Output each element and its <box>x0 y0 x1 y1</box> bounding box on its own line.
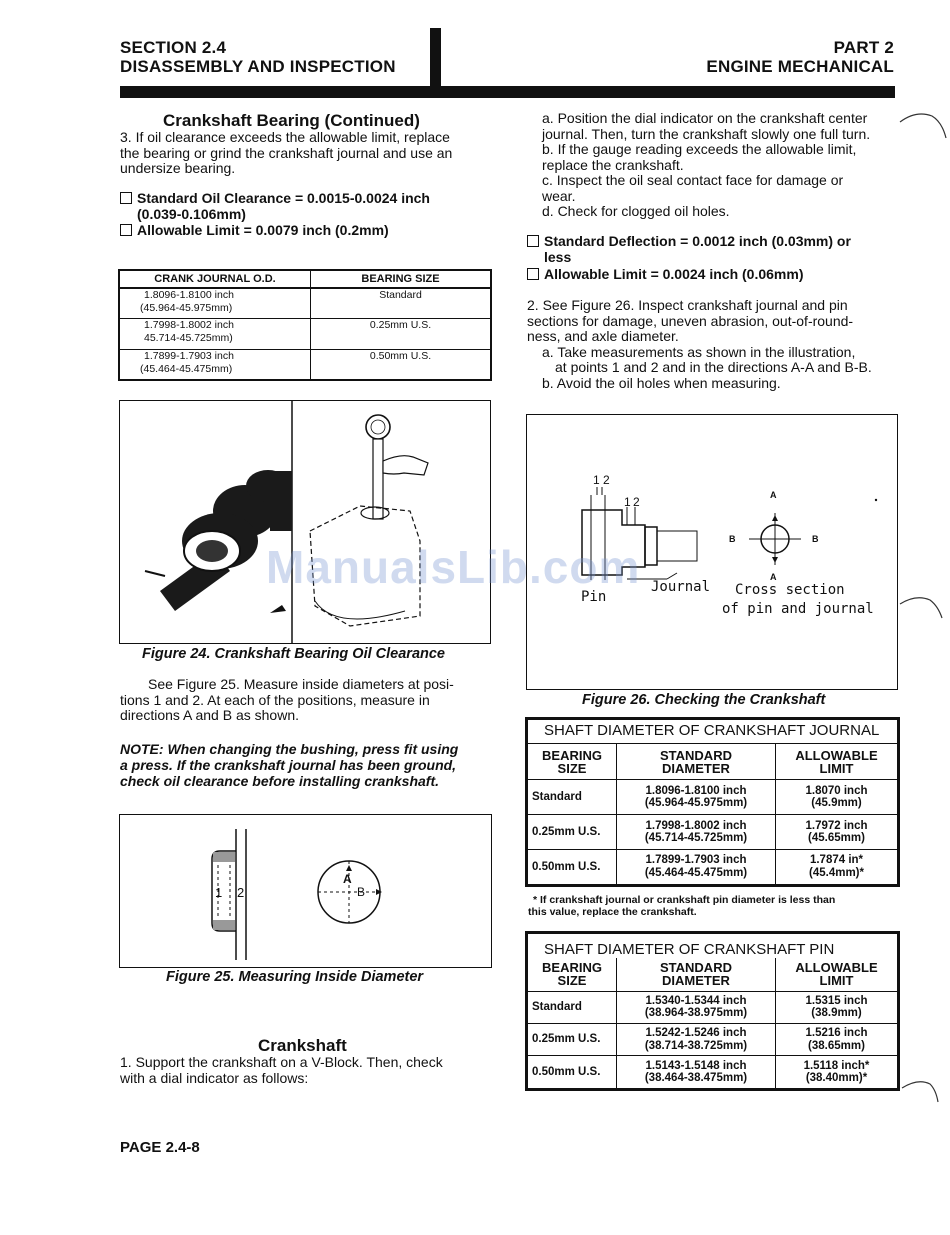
step2-paragraph <box>527 298 897 391</box>
allowable-deflection-text: Allowable Limit = 0.0024 inch (0.06mm) <box>544 266 804 282</box>
figure-24-caption: Figure 24. Crankshaft Bearing Oil Clearance <box>142 646 445 662</box>
text-line: c. Inspect the oil seal contact face for damage or <box>542 172 844 188</box>
page-number: PAGE 2.4-8 <box>120 1139 200 1156</box>
text-line: See Figure 25. Measure inside diameters at posi- <box>148 676 454 692</box>
column-header <box>776 958 899 991</box>
checkbox-icon <box>527 235 539 247</box>
cell-text: (38.9mm) <box>811 1007 862 1020</box>
crankshaft-photo-illustration <box>120 401 490 643</box>
text-line: replace the crankshaft. <box>542 156 684 173</box>
table-header-row <box>527 958 899 991</box>
cell-text: 1.7874 in* <box>809 854 864 867</box>
header-text: BEARING <box>542 747 602 763</box>
table-title: SHAFT DIAMETER OF CRANKSHAFT JOURNAL <box>527 719 899 744</box>
cell-text: 1.7998-1.8002 inch <box>645 819 747 832</box>
part-title <box>706 38 894 76</box>
text-line: d. Check for clogged oil holes. <box>542 203 730 219</box>
header-text: BEARING <box>542 960 602 976</box>
section-name: DISASSEMBLY AND INSPECTION <box>120 57 396 76</box>
table-cell <box>776 815 899 850</box>
header-text: LIMIT <box>819 973 854 989</box>
point-1-label: 1 <box>624 495 631 509</box>
cell-text: (45.9mm) <box>811 797 862 810</box>
standard-deflection-item <box>527 233 851 265</box>
text-line: a press. If the crankshaft journal has been ground, <box>120 757 457 773</box>
table-row <box>119 319 491 349</box>
text-line: ness, and axle diameter. <box>527 328 679 344</box>
position-1-label: 1 <box>215 885 223 900</box>
column-header <box>617 744 776 780</box>
standard-clearance-mm: (0.039-0.106mm) <box>137 206 246 222</box>
cell-text: (38.40mm)* <box>805 1072 868 1085</box>
table-cell <box>119 288 311 319</box>
watermark: ManualsLib.com <box>266 541 641 593</box>
table-row <box>119 349 491 380</box>
table-footnote <box>528 894 835 918</box>
table-cell: 0.50mm U.S. <box>527 1056 617 1090</box>
text-line: check oil clearance before installing crankshaft. <box>120 773 440 789</box>
cell-text: 1.5242-1.5246 inch <box>645 1027 747 1040</box>
text-line: 1. Support the crankshaft on a V-Block. Then, check <box>120 1054 443 1070</box>
cell-text: 1.5340-1.5344 inch <box>645 994 747 1007</box>
table-title-row <box>527 933 899 958</box>
text-line: b. If the gauge reading exceeds the allowable limit, <box>542 141 857 157</box>
text-line: directions A and B as shown. <box>120 707 299 723</box>
standard-clearance-item <box>120 190 430 222</box>
text-line: at points 1 and 2 and in the directions A-A and B-B. <box>555 359 872 375</box>
journal-diameter-table <box>525 717 900 887</box>
column-header <box>617 958 776 991</box>
text-line: this value, replace the crankshaft. <box>528 906 697 918</box>
figure-25-diagram <box>119 814 492 968</box>
od-mm: (45.464-45.475mm) <box>140 362 233 375</box>
cell-text: 1.8096-1.8100 inch <box>645 784 747 797</box>
cell-text: (38.464-38.475mm) <box>644 1072 748 1085</box>
cell-text: (38.65mm) <box>808 1039 865 1052</box>
text-line: the bearing or grind the crankshaft journal and use an <box>120 144 453 161</box>
table-cell <box>617 849 776 885</box>
allowable-limit-text: Allowable Limit = 0.0079 inch (0.2mm) <box>137 222 389 238</box>
inside-diameter-drawing <box>120 815 491 967</box>
table-row <box>527 991 899 1023</box>
checkbox-icon <box>527 268 539 280</box>
column-header: CRANK JOURNAL O.D. <box>119 270 311 288</box>
table-cell: 0.25mm U.S. <box>527 815 617 850</box>
figure-24-photo <box>119 400 491 644</box>
table-cell <box>776 849 899 885</box>
table-cell: Standard <box>527 991 617 1023</box>
position-2-label: 2 <box>237 885 245 900</box>
table-cell: Standard <box>527 780 617 815</box>
part-number: PART 2 <box>833 38 894 57</box>
text-line: * If crankshaft journal or crankshaft pin diameter is less than <box>533 894 836 906</box>
cell-text: (45.464-45.475mm) <box>644 866 748 879</box>
column-header <box>776 744 899 780</box>
cell-text: 1.7972 inch <box>805 819 868 832</box>
standard-deflection-cont: less <box>544 249 572 265</box>
cell-text: 1.5315 inch <box>805 994 868 1007</box>
table-title: SHAFT DIAMETER OF CRANKSHAFT PIN <box>527 933 899 958</box>
text-line: undersize bearing. <box>120 160 236 176</box>
crankshaft-step1 <box>120 1055 492 1086</box>
table-cell: 0.25mm U.S. <box>311 319 492 349</box>
table-cell <box>617 780 776 815</box>
direction-b-label: B <box>357 885 366 899</box>
column-header <box>527 744 617 780</box>
header-text: SIZE <box>557 973 587 989</box>
od-mm: 45.714-45.725mm) <box>144 332 233 345</box>
header-text: SIZE <box>557 760 587 776</box>
section-title <box>120 38 396 76</box>
header-text: DIAMETER <box>662 760 730 776</box>
od-inch: 1.7998-1.8002 inch <box>144 319 234 332</box>
checkbox-icon <box>120 192 132 204</box>
cell-text: 1.5143-1.5148 inch <box>645 1059 747 1072</box>
text-line: with a dial indicator as follows: <box>120 1069 309 1086</box>
table-row <box>527 1023 899 1055</box>
pin-journal-label: of pin and journal <box>722 601 874 617</box>
text-line: a. Position the dial indicator on the crankshaft center <box>542 110 868 126</box>
cell-text: (45.964-45.975mm) <box>644 797 748 810</box>
table-cell <box>617 1023 776 1055</box>
direction-b-left: B <box>729 534 736 544</box>
header-text: ALLOWABLE <box>795 747 878 763</box>
od-inch: 1.7899-1.7903 inch <box>144 349 234 362</box>
allowable-limit-item <box>120 222 389 238</box>
step3-paragraph <box>120 130 492 177</box>
part-name: ENGINE MECHANICAL <box>706 57 894 76</box>
text-line: NOTE: When changing the bushing, press fit using <box>120 741 459 757</box>
od-mm: (45.964-45.975mm) <box>140 301 233 314</box>
point-12-label: 1 2 <box>593 473 610 487</box>
standard-deflection-text: Standard Deflection = 0.0012 inch (0.03mm) or <box>544 233 851 249</box>
allowable-deflection-item <box>527 266 803 282</box>
table-row <box>527 815 899 850</box>
column-header <box>527 958 617 991</box>
header-text: DIAMETER <box>662 973 730 989</box>
text-line: wear. <box>542 187 576 204</box>
cell-text: 1.7899-1.7903 inch <box>645 854 747 867</box>
table-cell: Standard <box>311 288 492 319</box>
margin-mark-top <box>898 108 950 148</box>
table-cell <box>776 991 899 1023</box>
table-cell <box>119 349 311 380</box>
bearing-heading: Crankshaft Bearing (Continued) <box>163 111 420 130</box>
dial-steps <box>542 111 902 220</box>
cell-text: (38.964-38.975mm) <box>644 1007 748 1020</box>
table-cell: 0.50mm U.S. <box>527 849 617 885</box>
table-cell <box>776 780 899 815</box>
table-title-row <box>527 719 899 744</box>
header-bar <box>120 86 895 98</box>
od-inch: 1.8096-1.8100 inch <box>144 288 234 301</box>
see-figure-25-paragraph <box>120 677 492 724</box>
table-row <box>119 288 491 319</box>
text-line: a. Take measurements as shown in the illustration, <box>542 343 856 360</box>
cell-text: (45.4mm)* <box>809 866 864 879</box>
table-cell: 0.50mm U.S. <box>311 349 492 380</box>
cross-section-label: Cross section <box>735 582 845 598</box>
cell-text: (38.714-38.725mm) <box>644 1039 748 1052</box>
table-header-row <box>527 744 899 780</box>
point-2-label: 2 <box>633 495 640 509</box>
column-header: BEARING SIZE <box>311 270 492 288</box>
text-line: 2. See Figure 26. Inspect crankshaft journal and pin <box>527 297 848 313</box>
crankshaft-heading: Crankshaft <box>258 1036 347 1055</box>
figure-25-caption: Figure 25. Measuring Inside Diameter <box>166 969 424 985</box>
standard-clearance-text: Standard Oil Clearance = 0.0015-0.0024 inch <box>137 190 430 206</box>
text-line: tions 1 and 2. At each of the positions, measure in <box>120 691 430 708</box>
table-cell <box>119 319 311 349</box>
checkbox-icon <box>120 224 132 236</box>
table-header-row <box>119 270 491 288</box>
journal-label: Journal <box>651 579 711 595</box>
header-text: LIMIT <box>819 760 854 776</box>
table-row <box>527 1056 899 1090</box>
table-cell <box>617 815 776 850</box>
cell-text: 1.5216 inch <box>805 1027 868 1040</box>
header-text: STANDARD <box>660 747 732 763</box>
section-number: SECTION 2.4 <box>120 38 227 57</box>
header-text: STANDARD <box>660 960 732 976</box>
table-cell <box>776 1056 899 1090</box>
text-line: 3. If oil clearance exceeds the allowable limit, replace <box>120 129 450 145</box>
cell-text: 1.5118 inch* <box>803 1059 870 1072</box>
figure-26-caption: Figure 26. Checking the Crankshaft <box>582 692 826 708</box>
header-divider <box>430 28 441 88</box>
margin-mark-middle <box>898 588 950 628</box>
bushing-note <box>120 741 495 789</box>
journal-bearing-table <box>118 269 492 381</box>
table-cell <box>617 991 776 1023</box>
table-cell <box>776 1023 899 1055</box>
text-line: b. Avoid the oil holes when measuring. <box>542 374 781 391</box>
cell-text: 1.8070 inch <box>805 784 868 797</box>
margin-mark-bottom <box>898 1070 950 1110</box>
text-line: journal. Then, turn the crankshaft slowly one full turn. <box>542 125 871 142</box>
text-line: sections for damage, uneven abrasion, out-of-round- <box>527 312 854 329</box>
header-text: ALLOWABLE <box>795 960 878 976</box>
table-row <box>527 780 899 815</box>
direction-b-right: B <box>812 534 819 544</box>
cell-text: (45.65mm) <box>808 832 865 845</box>
table-cell <box>617 1056 776 1090</box>
pin-label: Pin <box>581 589 607 605</box>
direction-a-top: A <box>770 490 777 500</box>
direction-a-bottom: A <box>770 572 777 582</box>
pin-diameter-table <box>525 931 900 1091</box>
table-row <box>527 849 899 885</box>
cell-text: (45.714-45.725mm) <box>644 832 748 845</box>
direction-a-label: A <box>343 872 352 886</box>
table-cell: 0.25mm U.S. <box>527 1023 617 1055</box>
